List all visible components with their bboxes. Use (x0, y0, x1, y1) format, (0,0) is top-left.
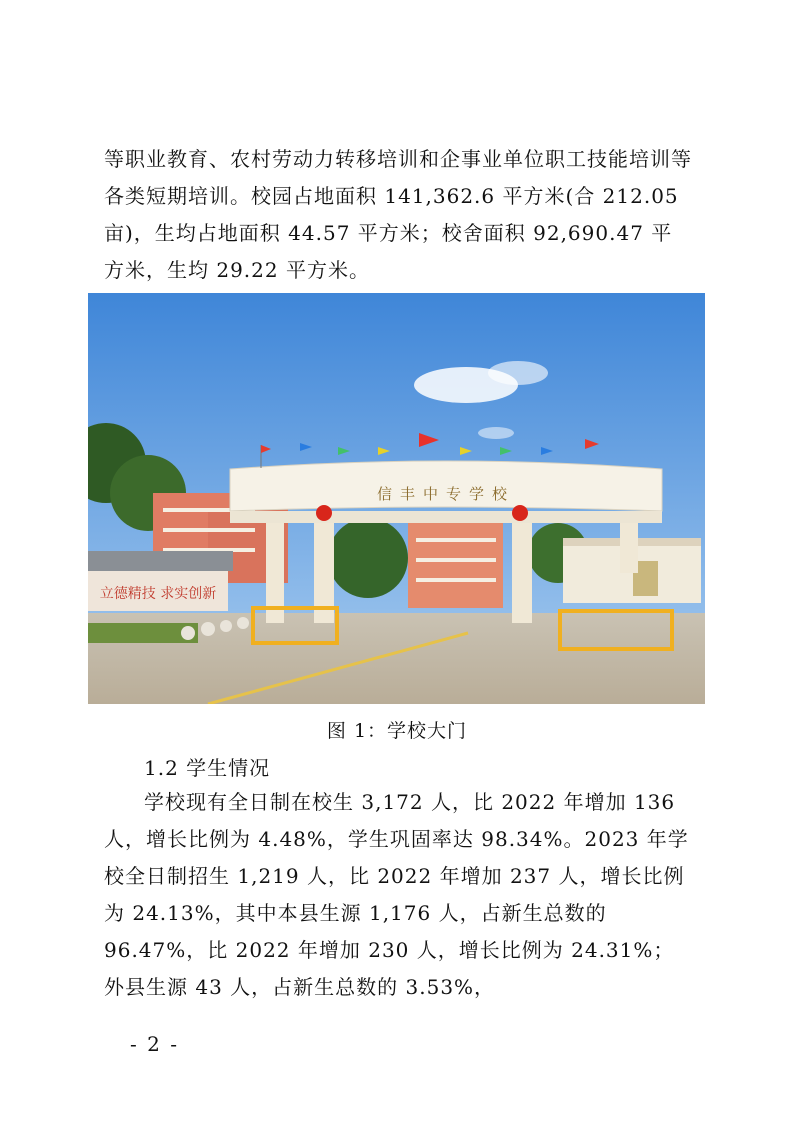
school-gate-photo (88, 293, 705, 704)
body-paragraph: 学校现有全日制在校生 3,172 人，比 2022 年增加 136 人，增长比例为 4.48%，学生巩固率达 98.34%。2023 年学校全日制招生 1,219 人，比 2022 年增加 237 人，增长比例为 24.13%，其中本县生源 1,176 人，占新生总数的 96.47%，比 2022 年增加 230 人，增长比例为 24.31%；外县生源 43 人，占新生总数的 3.53%， (104, 790, 689, 999)
intro-paragraph: 等职业教育、农村劳动力转移培训和企事业单位职工技能培训等各类短期培训。校园占地面积 141,362.6 平方米(合 212.05 亩)，生均占地面积 44.57 平方米；校舍面积 92,690.47 平方米，生均 29.22 平方米。 (104, 147, 692, 282)
gate-sign-text: 信丰中专学校 (376, 485, 516, 503)
slogan-text: 立德精技 求实创新 (99, 586, 217, 602)
section-heading: 1.2 学生情况 (144, 756, 271, 780)
page-number: - 2 - (130, 1032, 179, 1056)
figure-caption: 图 1：学校大门 (326, 720, 468, 742)
